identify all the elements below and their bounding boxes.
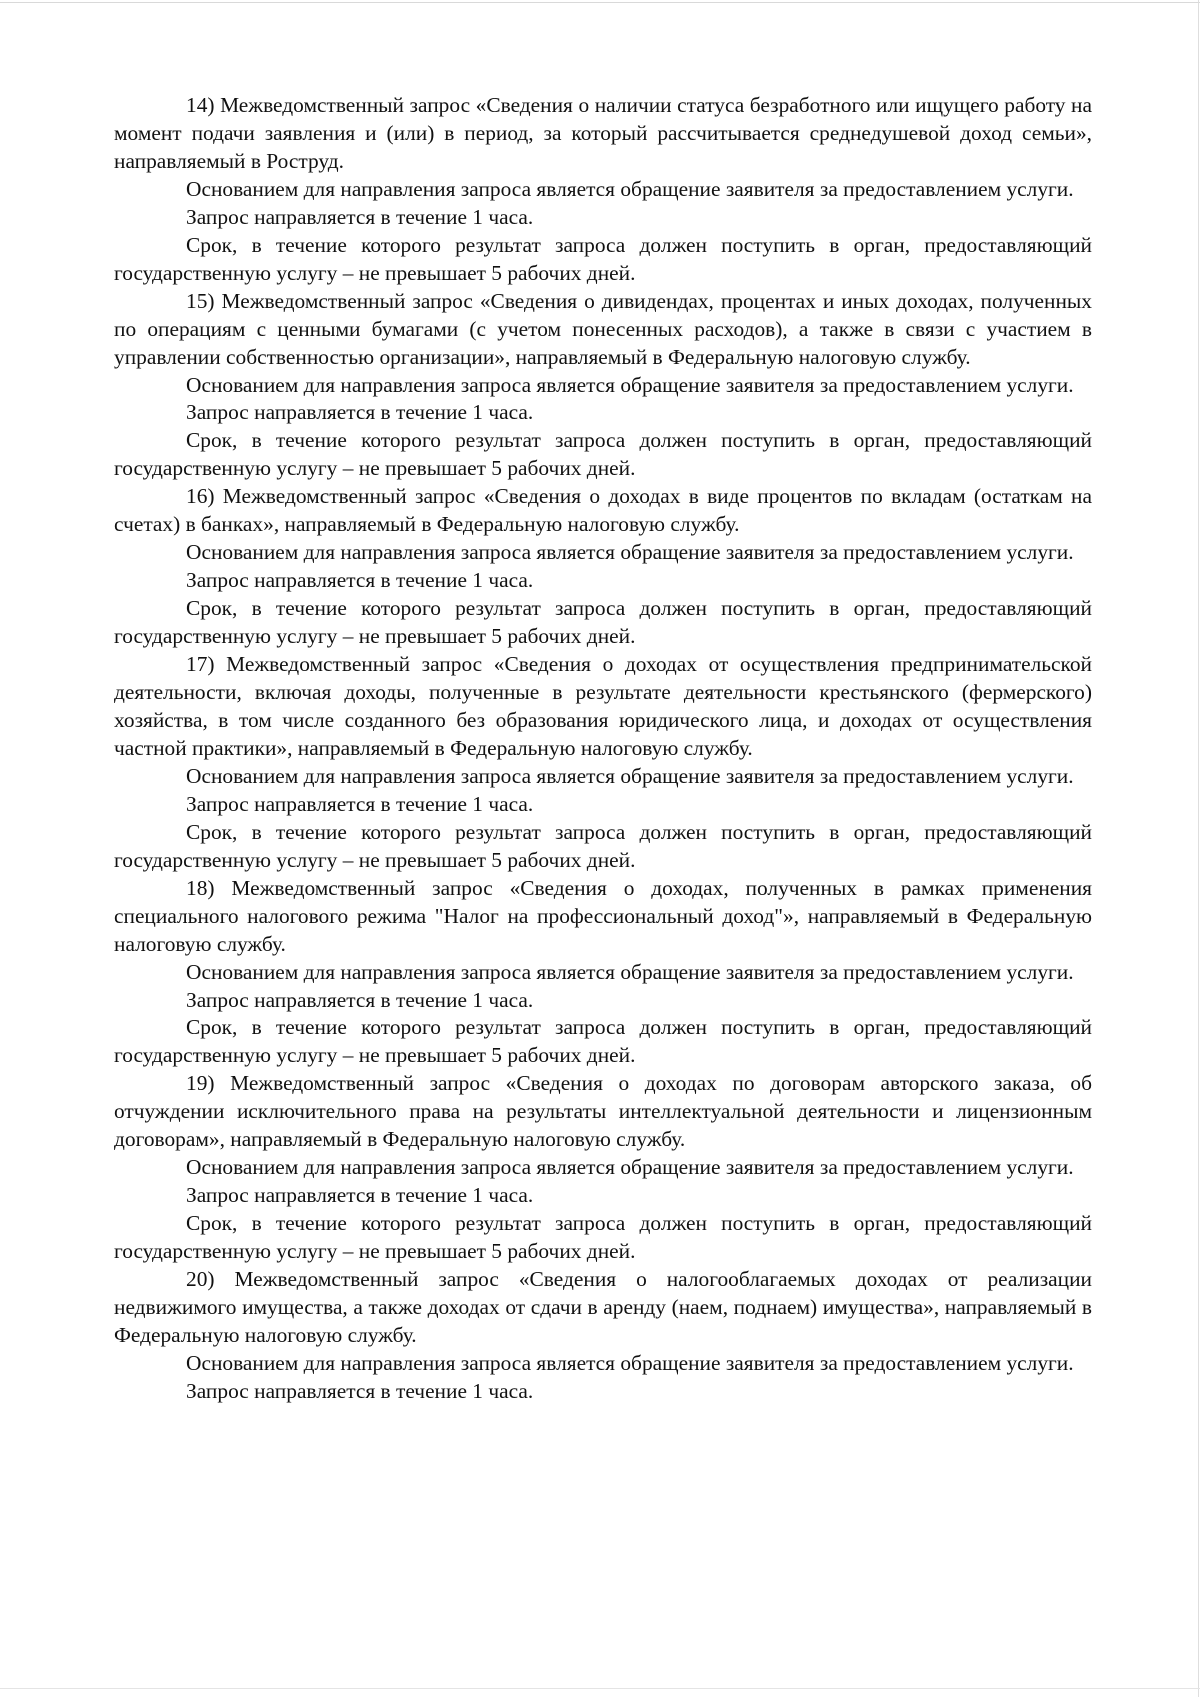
paragraph-16-request: 16) Межведомственный запрос «Сведения о доходах в виде процентов по вкладам (остаткам на счетах) в банках», направляемый в Федеральную налоговую службу. xyxy=(114,484,1092,537)
paragraph-19-request: 19) Межведомственный запрос «Сведения о доходах по договорам авторского заказа, об отчуждении исключительного права на результаты интеллектуальной деятельности и лицензионным договорам», направляемый в Федеральную налоговую службу. xyxy=(114,1071,1092,1152)
paragraph-send-time: Запрос направляется в течение 1 часа. xyxy=(186,204,534,229)
paragraph-basis: Основанием для направления запроса является обращение заявителя за предоставлением услуги. xyxy=(186,959,1074,984)
paragraph-send-time: Запрос направляется в течение 1 часа. xyxy=(186,400,534,425)
paragraph-send-time: Запрос направляется в течение 1 часа. xyxy=(186,987,534,1012)
paragraph-deadline: Срок, в течение которого результат запроса должен поступить в орган, предоставляющий государственную услугу – не превышает 5 рабочих дней. xyxy=(114,428,1092,481)
paragraph-send-time: Запрос направляется в течение 1 часа. xyxy=(186,1183,534,1208)
paragraph-deadline: Срок, в течение которого результат запроса должен поступить в орган, предоставляющий государственную услугу – не превышает 5 рабочих дней. xyxy=(114,232,1092,285)
paragraph-send-time: Запрос направляется в течение 1 часа. xyxy=(186,1378,534,1403)
paragraph-send-time: Запрос направляется в течение 1 часа. xyxy=(186,568,534,593)
paragraph-20-request: 20) Межведомственный запрос «Сведения о налогооблагаемых доходах от реализации недвижимого имущества, а также доходах от сдачи в аренду (наем, поднаем) имущества», направляемый в Федеральную налоговую службу. xyxy=(114,1267,1092,1347)
paragraph-basis: Основанием для направления запроса является обращение заявителя за предоставлением услуги. xyxy=(186,372,1074,397)
paragraph-basis: Основанием для направления запроса является обращение заявителя за предоставлением услуги. xyxy=(186,1350,1074,1375)
paragraph-send-time: Запрос направляется в течение 1 часа. xyxy=(186,791,534,816)
paragraph-deadline: Срок, в течение которого результат запроса должен поступить в орган, предоставляющий государственную услугу – не превышает 5 рабочих дней. xyxy=(114,819,1092,872)
paragraph-17-request: 17) Межведомственный запрос «Сведения о доходах от осуществления предпринимательской деятельности, включая доходы, полученные в результате деятельности крестьянского (фермерского) хозяйства, в том числе созданного без образования юридического лица, и доходах от осуществления частной практики», направляемый в Федеральную налоговую службу. xyxy=(114,652,1092,760)
paragraph-15-request: 15) Межведомственный запрос «Сведения о дивидендах, процентах и иных доходах, полученных по операциям с ценными бумагами (с учетом понесенных расходов), а также в связи с участием в управлении собственностью организации», направляемый в Федеральную налоговую службу. xyxy=(114,288,1092,369)
scan-edge-bottom xyxy=(0,1688,1200,1689)
paragraph-14-request: 14) Межведомственный запрос «Сведения о наличии статуса безработного или ищущего работу на момент подачи заявления и (или) в период, за который рассчитывается среднедушевой доход семьи», направляемый в Роструд. xyxy=(114,93,1092,173)
scan-edge-right xyxy=(1198,0,1199,1697)
paragraph-basis: Основанием для направления запроса является обращение заявителя за предоставлением услуги. xyxy=(186,176,1074,201)
paragraph-deadline: Срок, в течение которого результат запроса должен поступить в орган, предоставляющий государственную услугу – не превышает 5 рабочих дней. xyxy=(114,596,1092,649)
paragraph-deadline: Срок, в течение которого результат запроса должен поступить в орган, предоставляющий государственную услугу – не превышает 5 рабочих дней. xyxy=(114,1211,1092,1264)
document-body xyxy=(114,92,1092,1406)
paragraph-basis: Основанием для направления запроса является обращение заявителя за предоставлением услуги. xyxy=(186,763,1074,788)
paragraph-deadline: Срок, в течение которого результат запроса должен поступить в орган, предоставляющий государственную услугу – не превышает 5 рабочих дней. xyxy=(114,1015,1092,1068)
paragraph-basis: Основанием для направления запроса является обращение заявителя за предоставлением услуги. xyxy=(186,540,1074,565)
paragraph-18-request: 18) Межведомственный запрос «Сведения о доходах, полученных в рамках применения специального налогового режима "Налог на профессиональный доход"», направляемый в Федеральную налоговую службу. xyxy=(114,875,1092,956)
scan-edge-top xyxy=(0,2,1200,3)
paragraph-basis: Основанием для направления запроса является обращение заявителя за предоставлением услуги. xyxy=(186,1155,1074,1180)
